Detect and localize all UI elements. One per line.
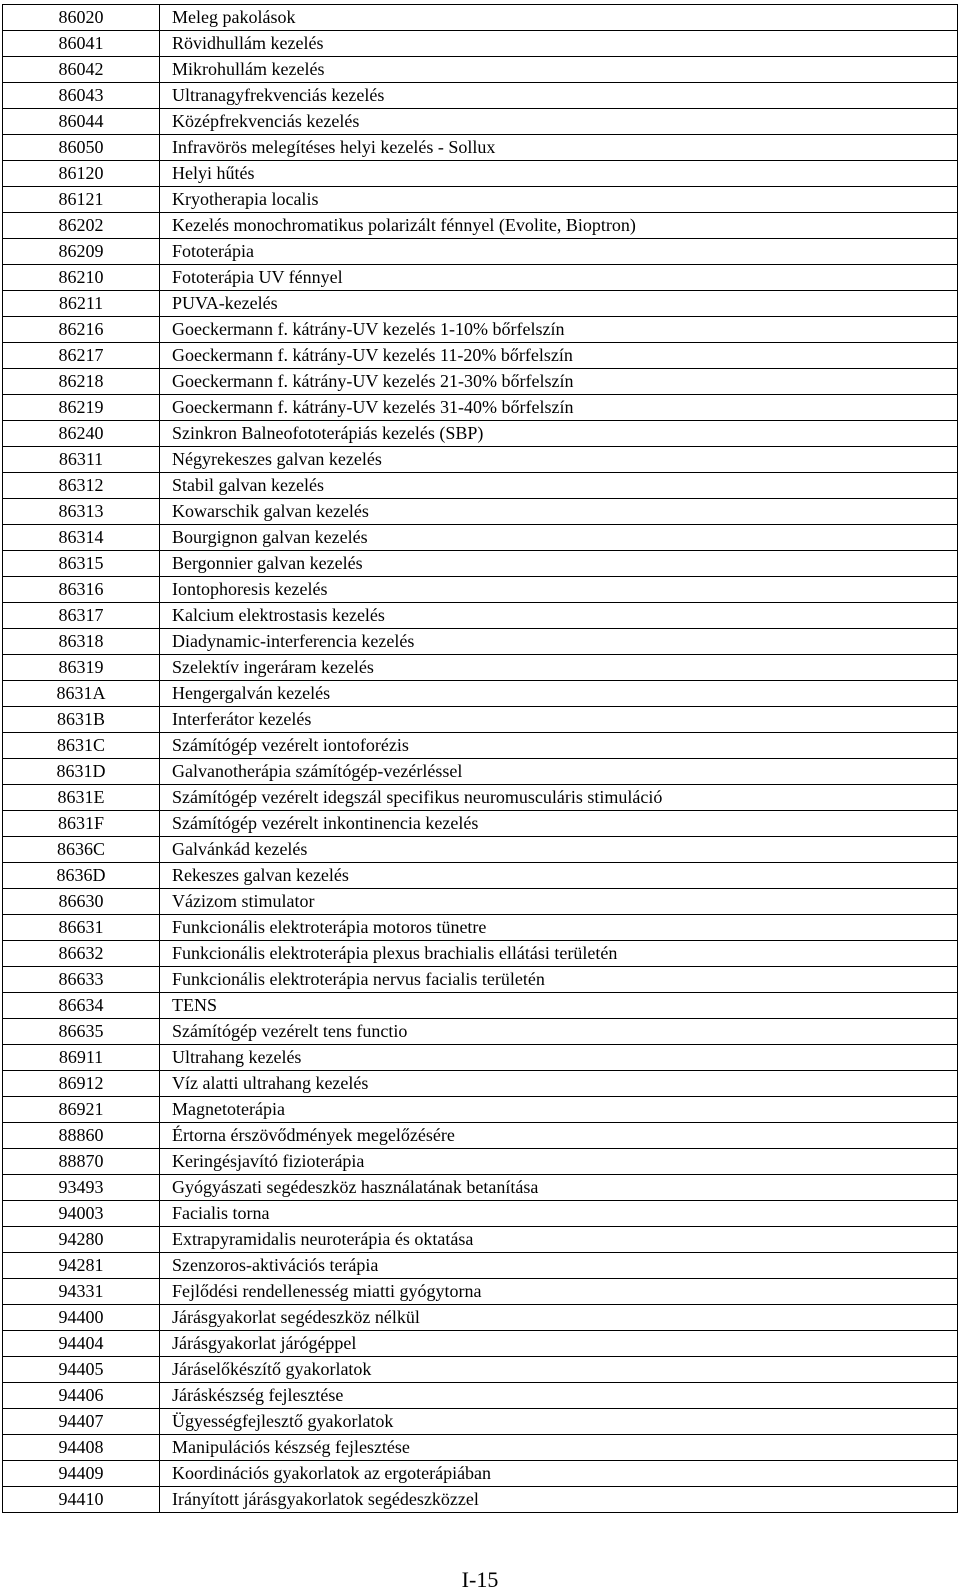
table-row bbox=[3, 1461, 958, 1487]
procedure-description: Meleg pakolások bbox=[160, 5, 958, 31]
procedure-description: Fejlődési rendellenesség miatti gyógytorna bbox=[160, 1279, 958, 1305]
procedure-code: 88860 bbox=[3, 1123, 160, 1149]
procedure-code: 8631A bbox=[3, 681, 160, 707]
table-row bbox=[3, 343, 958, 369]
table-row bbox=[3, 525, 958, 551]
procedure-code: 8636D bbox=[3, 863, 160, 889]
procedure-code: 86050 bbox=[3, 135, 160, 161]
table-row bbox=[3, 837, 958, 863]
procedure-description: Koordinációs gyakorlatok az ergoterápiában bbox=[160, 1461, 958, 1487]
procedure-code: 86316 bbox=[3, 577, 160, 603]
procedure-description: Gyógyászati segédeszköz használatának betanítása bbox=[160, 1175, 958, 1201]
procedure-code: 94400 bbox=[3, 1305, 160, 1331]
table-row bbox=[3, 629, 958, 655]
procedure-code: 86216 bbox=[3, 317, 160, 343]
table-row bbox=[3, 1019, 958, 1045]
table-row bbox=[3, 1279, 958, 1305]
procedure-code: 94407 bbox=[3, 1409, 160, 1435]
procedure-description: Szenzoros-aktivációs terápia bbox=[160, 1253, 958, 1279]
procedure-code: 94404 bbox=[3, 1331, 160, 1357]
procedure-description: Szinkron Balneofototerápiás kezelés (SBP) bbox=[160, 421, 958, 447]
procedure-description: Ügyességfejlesztő gyakorlatok bbox=[160, 1409, 958, 1435]
table-row bbox=[3, 265, 958, 291]
procedure-description: Kryotherapia localis bbox=[160, 187, 958, 213]
procedure-description: Kowarschik galvan kezelés bbox=[160, 499, 958, 525]
table-row bbox=[3, 1227, 958, 1253]
table-row bbox=[3, 109, 958, 135]
table-row bbox=[3, 1045, 958, 1071]
table-row bbox=[3, 5, 958, 31]
procedure-code: 86921 bbox=[3, 1097, 160, 1123]
procedure-code: 93493 bbox=[3, 1175, 160, 1201]
table-row bbox=[3, 473, 958, 499]
procedure-code: 8631E bbox=[3, 785, 160, 811]
procedure-description: Galvánkád kezelés bbox=[160, 837, 958, 863]
procedure-code: 86318 bbox=[3, 629, 160, 655]
table-row bbox=[3, 135, 958, 161]
table-row bbox=[3, 213, 958, 239]
procedure-description: Fototerápia UV fénnyel bbox=[160, 265, 958, 291]
procedure-code: 8631D bbox=[3, 759, 160, 785]
procedure-description: Funkcionális elektroterápia plexus brachialis ellátási területén bbox=[160, 941, 958, 967]
table-row bbox=[3, 577, 958, 603]
procedure-code: 94281 bbox=[3, 1253, 160, 1279]
procedure-code: 86314 bbox=[3, 525, 160, 551]
table-row bbox=[3, 1487, 958, 1513]
procedure-code: 86043 bbox=[3, 83, 160, 109]
procedure-description: Értorna érszövődmények megelőzésére bbox=[160, 1123, 958, 1149]
procedure-description: Stabil galvan kezelés bbox=[160, 473, 958, 499]
table-row bbox=[3, 551, 958, 577]
table-row bbox=[3, 421, 958, 447]
table-row bbox=[3, 733, 958, 759]
procedure-code: 8636C bbox=[3, 837, 160, 863]
page-number: I-15 bbox=[461, 1567, 499, 1592]
procedure-description: Irányított járásgyakorlatok segédeszközzel bbox=[160, 1487, 958, 1513]
table-row bbox=[3, 707, 958, 733]
procedure-code: 94406 bbox=[3, 1383, 160, 1409]
procedure-code: 86210 bbox=[3, 265, 160, 291]
table-row bbox=[3, 655, 958, 681]
procedure-description: Számítógép vezérelt tens functio bbox=[160, 1019, 958, 1045]
procedure-description: Számítógép vezérelt inkontinencia kezelés bbox=[160, 811, 958, 837]
procedure-description: Goeckermann f. kátrány-UV kezelés 31-40% bőrfelszín bbox=[160, 395, 958, 421]
procedure-code: 86218 bbox=[3, 369, 160, 395]
table-row bbox=[3, 967, 958, 993]
table-row bbox=[3, 1201, 958, 1227]
procedure-description: Keringésjavító fizioterápia bbox=[160, 1149, 958, 1175]
table-row bbox=[3, 603, 958, 629]
procedure-description: Interferátor kezelés bbox=[160, 707, 958, 733]
procedure-description: Járásgyakorlat segédeszköz nélkül bbox=[160, 1305, 958, 1331]
procedure-description: Járásgyakorlat járógéppel bbox=[160, 1331, 958, 1357]
table-row bbox=[3, 1123, 958, 1149]
procedure-code: 86911 bbox=[3, 1045, 160, 1071]
procedure-description: Goeckermann f. kátrány-UV kezelés 11-20% bőrfelszín bbox=[160, 343, 958, 369]
procedure-code: 86042 bbox=[3, 57, 160, 83]
procedure-description: Manipulációs készség fejlesztése bbox=[160, 1435, 958, 1461]
procedure-code: 86312 bbox=[3, 473, 160, 499]
procedure-description: Goeckermann f. kátrány-UV kezelés 1-10% bőrfelszín bbox=[160, 317, 958, 343]
table-row bbox=[3, 785, 958, 811]
procedure-description: Számítógép vezérelt iontoforézis bbox=[160, 733, 958, 759]
procedure-code: 8631B bbox=[3, 707, 160, 733]
procedure-code: 88870 bbox=[3, 1149, 160, 1175]
procedure-code: 86319 bbox=[3, 655, 160, 681]
table-row bbox=[3, 499, 958, 525]
procedure-code: 8631F bbox=[3, 811, 160, 837]
procedure-code: 86209 bbox=[3, 239, 160, 265]
procedure-description: Iontophoresis kezelés bbox=[160, 577, 958, 603]
procedure-code: 86635 bbox=[3, 1019, 160, 1045]
procedure-code: 86240 bbox=[3, 421, 160, 447]
procedure-description: Hengergalván kezelés bbox=[160, 681, 958, 707]
procedure-description: Magnetoterápia bbox=[160, 1097, 958, 1123]
procedure-description: Szelektív ingeráram kezelés bbox=[160, 655, 958, 681]
procedure-code: 94331 bbox=[3, 1279, 160, 1305]
procedure-code: 94405 bbox=[3, 1357, 160, 1383]
procedure-code: 94409 bbox=[3, 1461, 160, 1487]
table-row bbox=[3, 1409, 958, 1435]
procedure-code: 86912 bbox=[3, 1071, 160, 1097]
table-row bbox=[3, 1071, 958, 1097]
table-row bbox=[3, 1383, 958, 1409]
table-row bbox=[3, 1357, 958, 1383]
procedure-description: Facialis torna bbox=[160, 1201, 958, 1227]
procedure-code: 86211 bbox=[3, 291, 160, 317]
procedure-description: Négyrekeszes galvan kezelés bbox=[160, 447, 958, 473]
table-row bbox=[3, 1149, 958, 1175]
procedure-code: 86020 bbox=[3, 5, 160, 31]
table-row bbox=[3, 1331, 958, 1357]
procedure-description: Extrapyramidalis neuroterápia és oktatása bbox=[160, 1227, 958, 1253]
table-row bbox=[3, 759, 958, 785]
procedure-description: Fototerápia bbox=[160, 239, 958, 265]
procedure-description: Ultranagyfrekvenciás kezelés bbox=[160, 83, 958, 109]
procedure-description: Járáskészség fejlesztése bbox=[160, 1383, 958, 1409]
table-row bbox=[3, 187, 958, 213]
procedure-code: 94410 bbox=[3, 1487, 160, 1513]
procedure-code: 86633 bbox=[3, 967, 160, 993]
table-row bbox=[3, 811, 958, 837]
procedure-code: 94003 bbox=[3, 1201, 160, 1227]
table-row bbox=[3, 915, 958, 941]
procedure-description: Víz alatti ultrahang kezelés bbox=[160, 1071, 958, 1097]
table-row bbox=[3, 889, 958, 915]
procedure-code: 86317 bbox=[3, 603, 160, 629]
table-row bbox=[3, 317, 958, 343]
procedure-code: 86217 bbox=[3, 343, 160, 369]
table-row bbox=[3, 369, 958, 395]
procedure-description: Goeckermann f. kátrány-UV kezelés 21-30% bőrfelszín bbox=[160, 369, 958, 395]
procedure-code: 86202 bbox=[3, 213, 160, 239]
table-row bbox=[3, 161, 958, 187]
procedure-code: 86120 bbox=[3, 161, 160, 187]
procedure-description: Mikrohullám kezelés bbox=[160, 57, 958, 83]
table-row bbox=[3, 1253, 958, 1279]
procedure-description: Vázizom stimulator bbox=[160, 889, 958, 915]
procedure-code: 86121 bbox=[3, 187, 160, 213]
procedure-description: Rekeszes galvan kezelés bbox=[160, 863, 958, 889]
procedure-code: 86041 bbox=[3, 31, 160, 57]
procedure-description: TENS bbox=[160, 993, 958, 1019]
procedure-code: 86044 bbox=[3, 109, 160, 135]
table-body bbox=[3, 5, 958, 1513]
table-row bbox=[3, 239, 958, 265]
table-row bbox=[3, 681, 958, 707]
procedure-code: 94408 bbox=[3, 1435, 160, 1461]
table-row bbox=[3, 1435, 958, 1461]
procedure-code-table bbox=[2, 4, 958, 1513]
procedure-description: Rövidhullám kezelés bbox=[160, 31, 958, 57]
procedure-description: Funkcionális elektroterápia motoros tünetre bbox=[160, 915, 958, 941]
table-row bbox=[3, 291, 958, 317]
procedure-code: 86315 bbox=[3, 551, 160, 577]
procedure-description: Számítógép vezérelt idegszál specifikus neuromusculáris stimuláció bbox=[160, 785, 958, 811]
table-row bbox=[3, 1175, 958, 1201]
procedure-code: 86632 bbox=[3, 941, 160, 967]
procedure-description: Járáselőkészítő gyakorlatok bbox=[160, 1357, 958, 1383]
procedure-description: PUVA-kezelés bbox=[160, 291, 958, 317]
procedure-code: 86219 bbox=[3, 395, 160, 421]
procedure-description: Kezelés monochromatikus polarizált fénnyel (Evolite, Bioptron) bbox=[160, 213, 958, 239]
procedure-description: Funkcionális elektroterápia nervus facialis területén bbox=[160, 967, 958, 993]
procedure-code: 8631C bbox=[3, 733, 160, 759]
table-row bbox=[3, 31, 958, 57]
procedure-code: 94280 bbox=[3, 1227, 160, 1253]
procedure-code: 86311 bbox=[3, 447, 160, 473]
table-row bbox=[3, 941, 958, 967]
table-row bbox=[3, 57, 958, 83]
table-row bbox=[3, 1097, 958, 1123]
table-row bbox=[3, 395, 958, 421]
procedure-description: Infravörös melegítéses helyi kezelés - Sollux bbox=[160, 135, 958, 161]
table-row bbox=[3, 447, 958, 473]
table-row bbox=[3, 83, 958, 109]
procedure-description: Kalcium elektrostasis kezelés bbox=[160, 603, 958, 629]
table-row bbox=[3, 993, 958, 1019]
procedure-code: 86313 bbox=[3, 499, 160, 525]
procedure-description: Bourgignon galvan kezelés bbox=[160, 525, 958, 551]
procedure-description: Diadynamic-interferencia kezelés bbox=[160, 629, 958, 655]
procedure-code: 86634 bbox=[3, 993, 160, 1019]
procedure-description: Bergonnier galvan kezelés bbox=[160, 551, 958, 577]
table-row bbox=[3, 863, 958, 889]
procedure-code: 86630 bbox=[3, 889, 160, 915]
procedure-code: 86631 bbox=[3, 915, 160, 941]
procedure-description: Középfrekvenciás kezelés bbox=[160, 109, 958, 135]
procedure-description: Galvanotherápia számítógép-vezérléssel bbox=[160, 759, 958, 785]
table-row bbox=[3, 1305, 958, 1331]
procedure-description: Ultrahang kezelés bbox=[160, 1045, 958, 1071]
procedure-description: Helyi hűtés bbox=[160, 161, 958, 187]
